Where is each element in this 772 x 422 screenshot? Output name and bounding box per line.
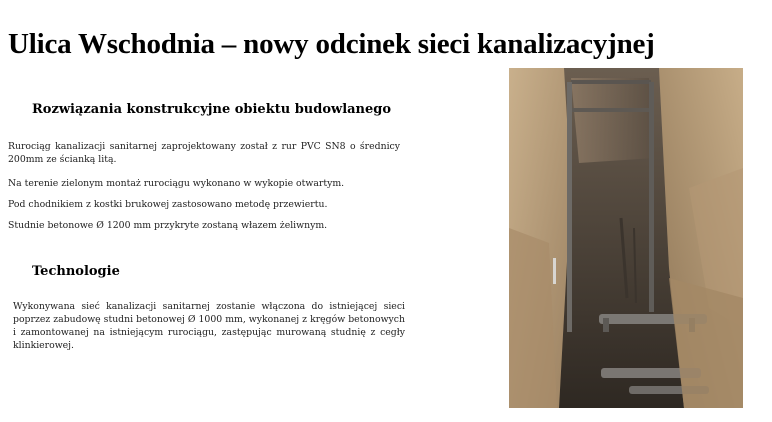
trench-illustration — [509, 68, 743, 408]
paragraph-technology: Wykonywana sieć kanalizacji sanitarnej zostanie włączona do istniejącej sieci poprzez zabudowę studni betonowej Ø 1000 mm, wykonanej z kręgów betonowych i zamontowanej na istniejącym rurociągu, zastępując murowaną studnię z cegły klinkierowej. — [13, 301, 405, 351]
section-heading-construction: Rozwiązania konstrukcyjne obiektu budowlanego — [32, 102, 392, 117]
paragraph-drilling: Pod chodnikiem z kostki brukowej zastosowano metodę przewiertu. — [8, 199, 328, 210]
page-title: Ulica Wschodnia – nowy odcinek sieci kanalizacyjnej — [8, 28, 655, 60]
paragraph-wells: Studnie betonowe Ø 1200 mm przykryte zostaną włazem żeliwnym. — [8, 220, 328, 231]
trench-photo — [509, 68, 743, 408]
section-heading-technology: Technologie — [32, 264, 120, 279]
paragraph-pipeline: Rurociąg kanalizacji sanitarnej zaprojektowany został z rur PVC SN8 o średnicy 200mm ze ścianką litą. — [8, 141, 400, 165]
paragraph-open-trench: Na terenie zielonym montaż rurociągu wykonano w wykopie otwartym. — [8, 178, 345, 189]
